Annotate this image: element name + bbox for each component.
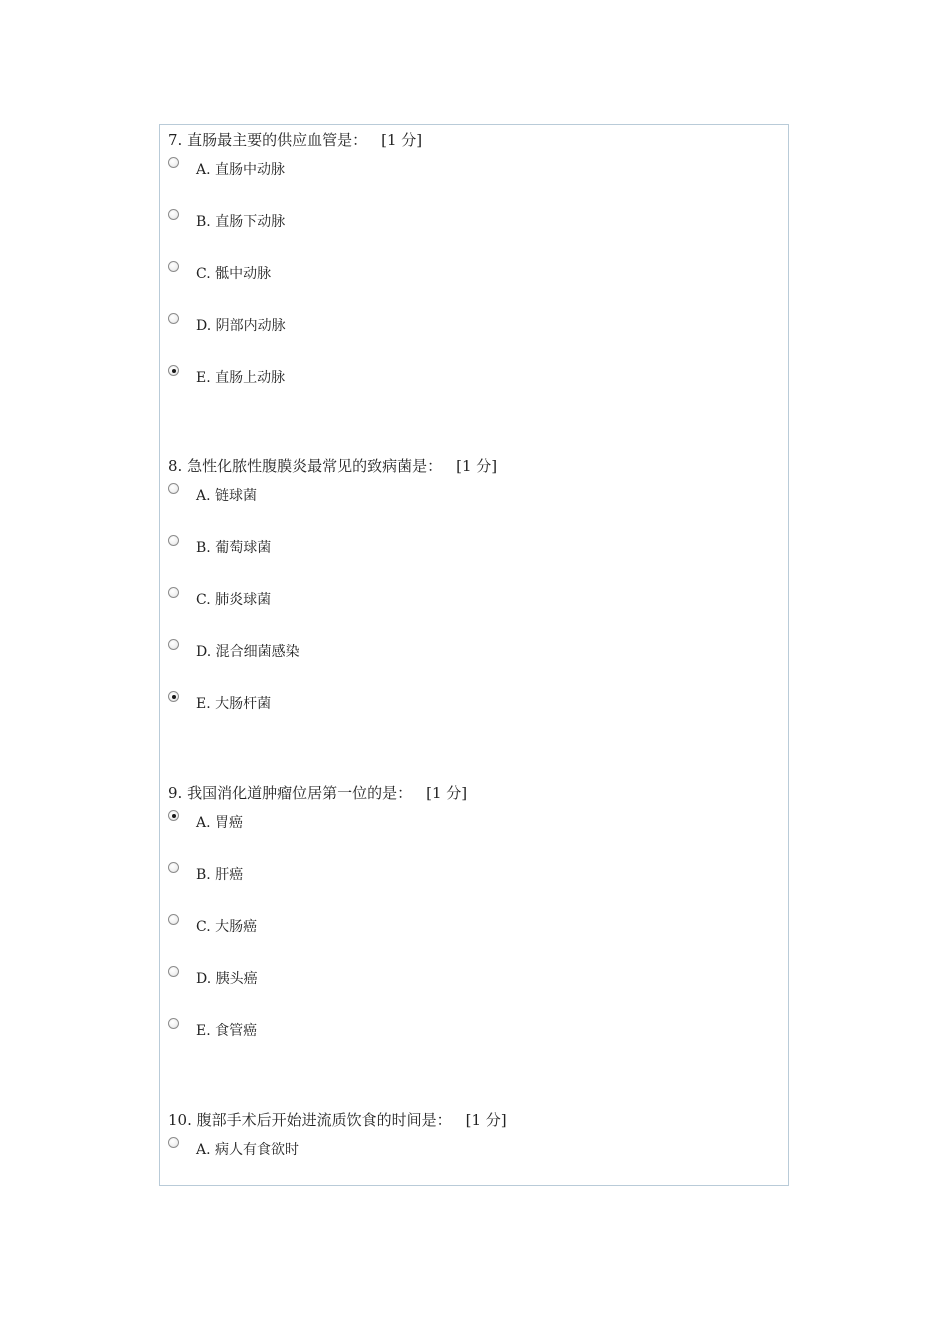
radio-button[interactable] bbox=[168, 157, 179, 168]
radio-button[interactable] bbox=[168, 810, 179, 821]
question-score: [1 分] bbox=[465, 1111, 507, 1129]
option-e[interactable] bbox=[168, 691, 568, 715]
option-label: A. 直肠中动脉 bbox=[196, 162, 286, 178]
question-title bbox=[168, 1110, 778, 1130]
question-score: [1 分] bbox=[381, 131, 423, 149]
option-a[interactable] bbox=[168, 483, 568, 507]
option-label: D. 阴部内动脉 bbox=[196, 318, 286, 334]
question-10 bbox=[168, 1110, 778, 1158]
option-label: A. 胃癌 bbox=[196, 815, 244, 831]
option-label: C. 大肠癌 bbox=[196, 919, 258, 935]
option-b[interactable] bbox=[168, 209, 568, 233]
radio-button[interactable] bbox=[168, 261, 179, 272]
question-text: 8. 急性化脓性腹膜炎最常见的致病菌是： bbox=[168, 457, 443, 475]
question-8 bbox=[168, 456, 778, 712]
question-7 bbox=[168, 130, 778, 386]
option-label: C. 骶中动脉 bbox=[196, 266, 272, 282]
question-title bbox=[168, 456, 778, 476]
question-score: [1 分] bbox=[456, 457, 498, 475]
option-label: A. 链球菌 bbox=[196, 488, 258, 504]
option-label: B. 肝癌 bbox=[196, 867, 244, 883]
radio-button[interactable] bbox=[168, 1018, 179, 1029]
option-d[interactable] bbox=[168, 966, 568, 990]
option-a[interactable] bbox=[168, 1137, 568, 1161]
option-b[interactable] bbox=[168, 862, 568, 886]
option-label: E. 食管癌 bbox=[196, 1023, 258, 1039]
radio-button[interactable] bbox=[168, 862, 179, 873]
radio-button[interactable] bbox=[168, 966, 179, 977]
option-label: D. 混合细菌感染 bbox=[196, 644, 300, 660]
option-c[interactable] bbox=[168, 261, 568, 285]
radio-button[interactable] bbox=[168, 639, 179, 650]
radio-button[interactable] bbox=[168, 1137, 179, 1148]
option-label: E. 直肠上动脉 bbox=[196, 370, 286, 386]
option-b[interactable] bbox=[168, 535, 568, 559]
quiz-panel bbox=[159, 124, 789, 1186]
question-title bbox=[168, 783, 778, 803]
option-d[interactable] bbox=[168, 313, 568, 337]
radio-button[interactable] bbox=[168, 587, 179, 598]
option-c[interactable] bbox=[168, 587, 568, 611]
question-9 bbox=[168, 783, 778, 1039]
option-label: D. 胰头癌 bbox=[196, 971, 258, 987]
question-text: 7. 直肠最主要的供应血管是： bbox=[168, 131, 368, 149]
option-label: B. 葡萄球菌 bbox=[196, 540, 272, 556]
option-label: A. 病人有食欲时 bbox=[196, 1142, 300, 1158]
option-e[interactable] bbox=[168, 365, 568, 389]
option-label: B. 直肠下动脉 bbox=[196, 214, 286, 230]
radio-button[interactable] bbox=[168, 365, 179, 376]
question-text: 9. 我国消化道肿瘤位居第一位的是： bbox=[168, 784, 413, 802]
option-a[interactable] bbox=[168, 157, 568, 181]
option-label: C. 肺炎球菌 bbox=[196, 592, 272, 608]
option-c[interactable] bbox=[168, 914, 568, 938]
radio-button[interactable] bbox=[168, 313, 179, 324]
question-title bbox=[168, 130, 778, 150]
option-d[interactable] bbox=[168, 639, 568, 663]
option-a[interactable] bbox=[168, 810, 568, 834]
question-score: [1 分] bbox=[426, 784, 468, 802]
radio-button[interactable] bbox=[168, 691, 179, 702]
radio-button[interactable] bbox=[168, 914, 179, 925]
question-text: 10. 腹部手术后开始进流质饮食的时间是： bbox=[168, 1111, 452, 1129]
radio-button[interactable] bbox=[168, 209, 179, 220]
option-e[interactable] bbox=[168, 1018, 568, 1042]
radio-button[interactable] bbox=[168, 535, 179, 546]
option-label: E. 大肠杆菌 bbox=[196, 696, 272, 712]
radio-button[interactable] bbox=[168, 483, 179, 494]
